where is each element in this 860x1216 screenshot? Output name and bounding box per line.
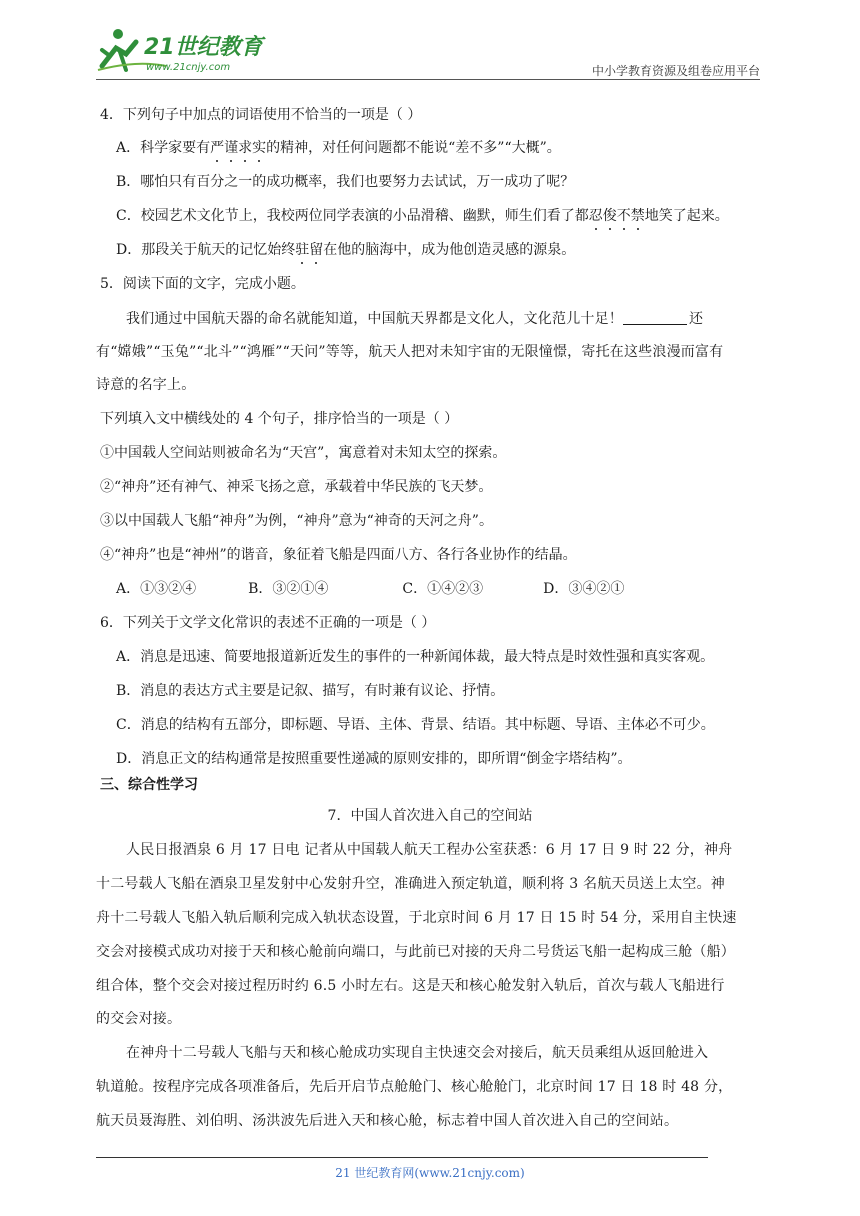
q5-passage-line-2: 有“嫦娥”“玉兔”“北斗”“鸿雁”“天问”等等，航天人把对未知宇宙的无限憧憬，寄托在这些浪漫而富有 (96, 344, 724, 360)
footer-divider (96, 1157, 708, 1158)
q5-sentence-3: ③以中国载人飞船“神舟”为例，“神舟”意为“神奇的天河之舟”。 (100, 513, 493, 529)
q5-stem: 5．阅读下面的文字，完成小题。 (100, 276, 305, 292)
q7-para1-line-3: 舟十二号载人飞船入轨后顺利完成入轨状态设置，于北京时间 6 月 17 日 15 时 54 分，采用自主快速 (96, 910, 737, 926)
dotted-char: 求 (238, 140, 253, 156)
q7-para1-line-1: 人民日报酒泉 6 月 17 日电 记者从中国载人航天工程办公室获悉：6 月 17 日 9 时 22 分，神舟 (126, 842, 733, 858)
dotted-char: 俊 (602, 208, 617, 224)
q7-title: 7．中国人首次进入自己的空间站 (327, 808, 533, 824)
q4-a-dotted-words (210, 140, 266, 156)
q7-para1-line-6: 的交会对接。 (96, 1011, 182, 1027)
q4-c-dotted-words (589, 208, 645, 224)
q6-option-b: B．消息的表达方式主要是记叙、描写，有时兼有议论、抒情。 (116, 683, 505, 699)
page-header (96, 26, 760, 78)
q5-passage-line-3: 诗意的名字上。 (96, 377, 196, 393)
q5-question: 下列填入文中横线处的 4 个句子，排序恰当的一项是（ ） (100, 411, 459, 427)
platform-label: 中小学教育资源及组卷应用平台 (591, 64, 760, 78)
q4-d-dotted-words (295, 242, 323, 258)
q5-passage-line-1: 我们通过中国航天器的命名就能知道，中国航天界都是文化人，文化范儿十足！ 还 (126, 311, 704, 327)
q5-sentence-1: ①中国载人空间站则被命名为“天宫”，寓意着对未知太空的探索。 (100, 445, 507, 461)
q4-option-c: C．校园艺术文化节上，我校两位同学表演的小品滑稽、幽默，师生们看了都忍俊不禁地笑了起来。 (116, 208, 729, 224)
dotted-char: 忍 (588, 208, 603, 224)
q7-para2-line-1: 在神舟十二号载人飞船与天和核心舱成功实现自主快速交会对接后，航天员乘组从返回舱进入 (126, 1045, 709, 1061)
q4-option-d: D．那段关于航天的记忆始终驻留在他的脑海中，成为他创造灵感的源泉。 (116, 242, 576, 258)
q4-stem: 4．下列句子中加点的词语使用不恰当的一项是（ ） (100, 107, 422, 123)
q5-blank (623, 310, 687, 325)
q5-option-d: D．③④②① (543, 581, 625, 597)
q5-sentence-4: ④“神舟”也是“神州”的谐音，象征着飞船是四面八方、各行各业协作的结晶。 (100, 547, 577, 563)
dotted-char: 禁 (630, 208, 645, 224)
dotted-char: 谨 (224, 140, 239, 156)
dotted-char: 驻 (295, 242, 310, 258)
logo-21cnjy (96, 26, 266, 76)
section-3-heading: 三、综合性学习 (100, 777, 198, 793)
q5-option-c: C．①④②③ (402, 581, 484, 597)
q7-para1-line-4: 交会对接模式成功对接于天和核心舱前向端口，与此前已对接的天舟二号货运飞船一起构成三舱（船） (96, 944, 735, 960)
svg-text:21世纪教育: 21世纪教育 (144, 35, 263, 60)
header-divider (96, 79, 760, 80)
q5-sentence-2: ②“神舟”还有神气、神采飞扬之意，承载着中华民族的飞天梦。 (100, 479, 493, 495)
dotted-char: 严 (210, 140, 225, 156)
footer-link[interactable]: 21 世纪教育网(www.21cnjy.com) (335, 1166, 525, 1180)
q7-para1-line-2: 十二号载人飞船在酒泉卫星发射中心发射升空，准确进入预定轨道，顺利将 3 名航天员送上太空。神 (96, 876, 726, 892)
q5-options (116, 579, 676, 599)
q6-option-a: A．消息是迅速、简要地报道新近发生的事件的一种新闻体裁，最大特点是时效性强和真实客观。 (116, 649, 715, 665)
q5-option-a: A．①③②④ (116, 581, 197, 597)
q7-para2-line-2: 轨道舱。按程序完成各项准备后，先后开启节点舱舱门、核心舱舱门，北京时间 17 日 18 时 48 分， (96, 1079, 733, 1095)
q6-option-d: D．消息正文的结构通常是按照重要性递减的原则安排的，即所谓“倒金字塔结构”。 (116, 751, 632, 767)
q7-para2-line-3: 航天员聂海胜、刘伯明、汤洪波先后进入天和核心舱，标志着中国人首次进入自己的空间站。 (96, 1113, 679, 1129)
q5-option-b: B．③②①④ (248, 581, 329, 597)
q4-option-b: B．哪怕只有百分之一的成功概率，我们也要努力去试试，万一成功了呢？ (116, 174, 575, 190)
q6-stem: 6．下列关于文学文化常识的表述不正确的一项是（ ） (100, 615, 436, 631)
dotted-char: 实 (252, 140, 267, 156)
svg-text:www.21cnjy.com: www.21cnjy.com (146, 62, 231, 73)
dotted-char: 不 (616, 208, 631, 224)
q7-para1-line-5: 组合体，整个交会对接过程历时约 6.5 小时左右。这是天和核心舱发射入轨后，首次与载人飞船进行 (96, 978, 725, 994)
q4-option-a: A．科学家要有严谨求实的精神，对任何问题都不能说“差不多”“大概”。 (116, 140, 561, 156)
q6-option-c: C．消息的结构有五部分，即标题、导语、主体、背景、结语。其中标题、导语、主体必不可少。 (116, 717, 715, 733)
dotted-char: 留 (309, 242, 324, 258)
